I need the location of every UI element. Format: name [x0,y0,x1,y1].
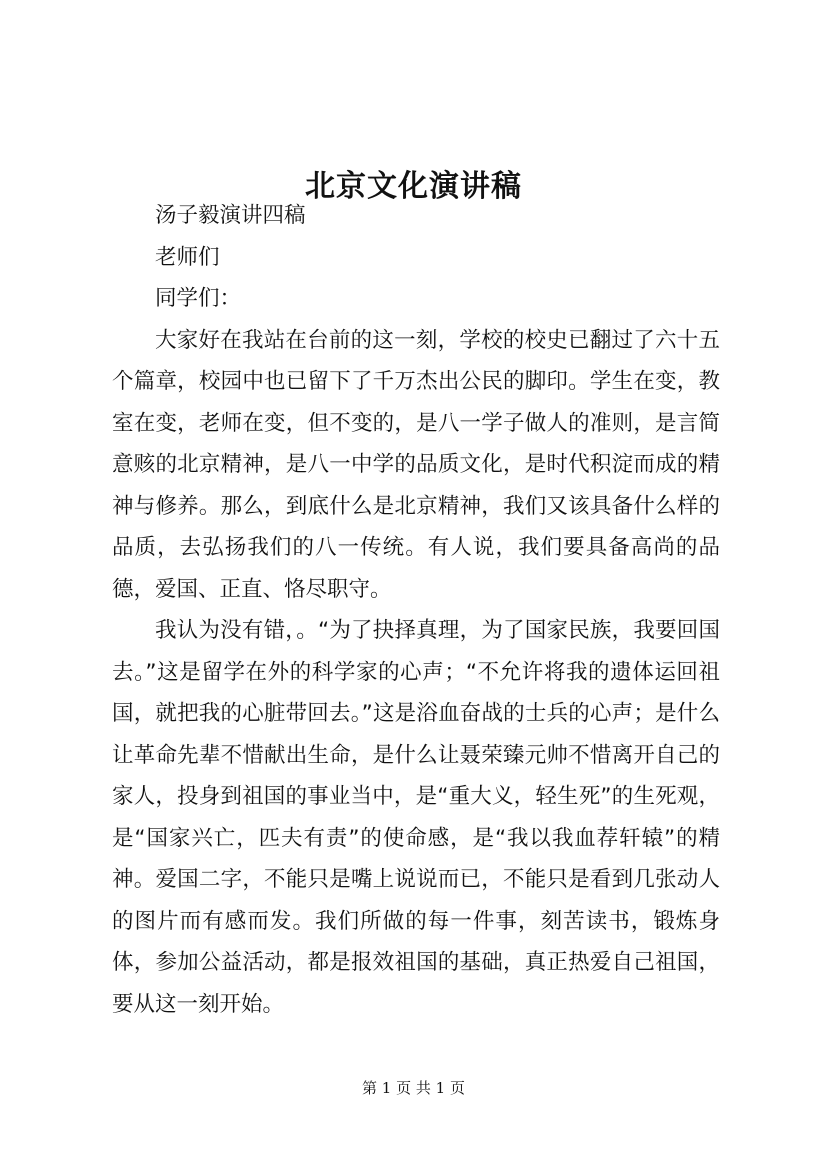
salutation-teachers: 老师们 [155,244,220,270]
subtitle-paragraph: 汤子毅演讲四稿 [155,203,306,228]
body-paragraph: 我认为没有错，。“为了抉择真理，为了国家民族，我要回国去。”这是留学在外的科学家的心声；“不允许将我的遗体运回祖国，就把我的心脏带回去。”这是浴血奋战的士兵的心声；是什么让革命先辈不惜献出生命，是什么让聂荣臻元帅不惜离开自己的家人，投身到祖国的事业当中，是“重大义，轻生死”的生死观，是“国家兴亡，匹夫有责”的使命感，是“我以我血荐轩辕”的精神。爱国二字，不能只是嘴上说说而已，不能只是看到几张动人的图片而有感而发。我们所做的每一件事，刻苦读书，锻炼身体，参加公益活动，都是报效祖国的基础，真正热爱自己祖国，要从这一刻开始。 [112,618,720,1017]
salutation-students: 同学们： [155,286,242,311]
page-footer: 第 1 页 共 1 页 [362,1079,465,1097]
body-paragraph: 大家好在我站在台前的这一刻，学校的校史已翻过了六十五个篇章，校园中也已留下了千万杰出公民的脚印。学生在变，教室在变，老师在变，但不变的，是八一学子做人的准则，是言简意赅的北京精神，是八一中学的品质文化，是时代积淀而成的精神与修养。那么，到底什么是北京精神，我们又该具备什么样的品质，去弘扬我们的八一传统。有人说，我们要具备高尚的品德，爱国、正直、恪尽职守。 [112,327,720,602]
document-body [112,195,720,1025]
document-title: 北京文化演讲稿 [305,169,522,205]
